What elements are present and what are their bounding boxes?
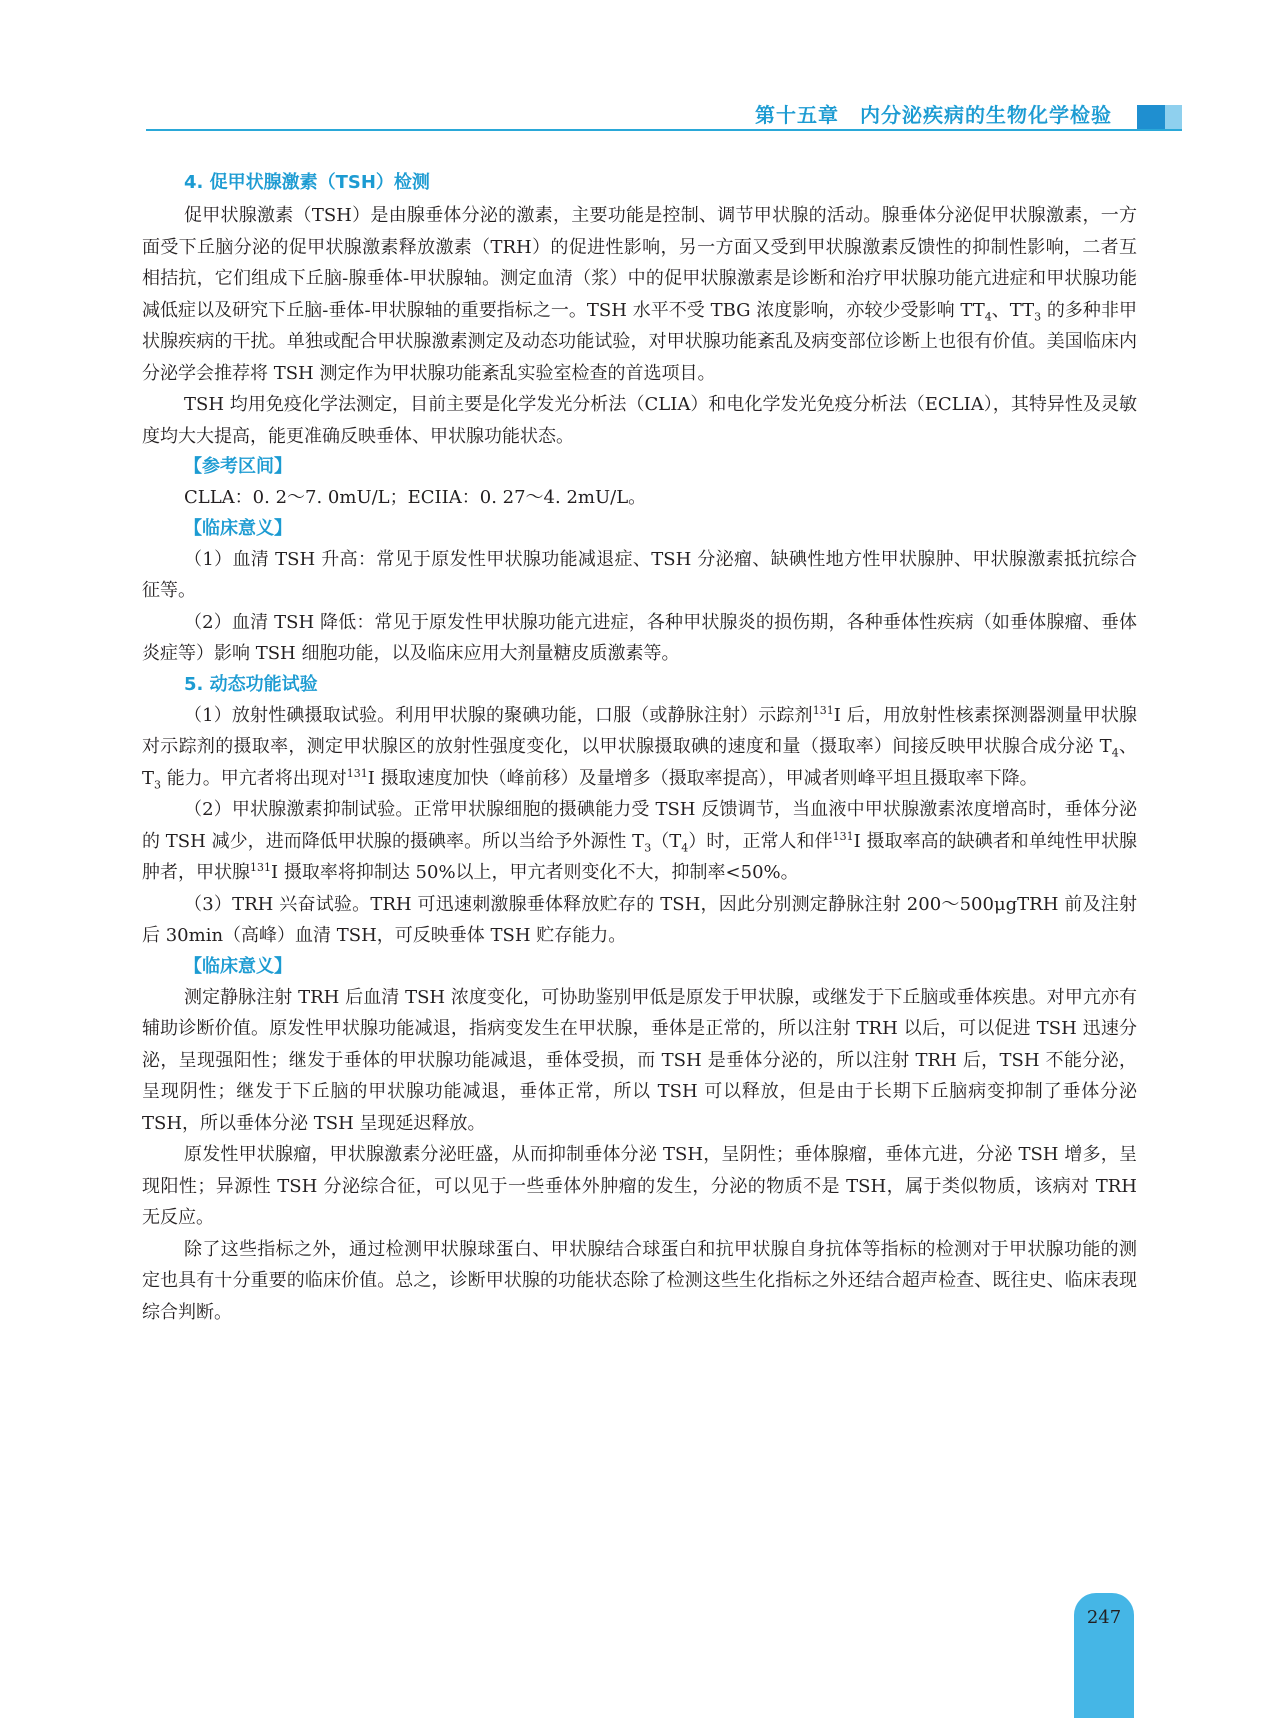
label-reference-range: 【参考区间】 — [184, 456, 292, 477]
paragraph-tsh-method: TSH 均用免疫化学法测定，目前主要是化学发光分析法（CLIA）和电化学发光免疫分析法（ECLIA），其特异性及灵敏度均大大提高，能更准确反映垂体、甲状腺功能状态。 — [142, 394, 1137, 447]
header-rule — [146, 129, 1182, 131]
clinical-item-tsh-decrease: （2）血清 TSH 降低：常见于原发性甲状腺功能亢进症，各种甲状腺炎的损伤期，各种垂体性疾病（如垂体腺瘤、垂体炎症等）影响 TSH 细胞功能，以及临床应用大剂量糖皮质激素等。 — [142, 611, 1137, 664]
clinical-item-tsh-increase: （1）血清 TSH 升高：常见于原发性甲状腺功能减退症、TSH 分泌瘤、缺碘性地方性甲状腺肿、甲状腺激素抵抗综合征等。 — [142, 548, 1137, 601]
chapter-title: 第十五章 内分泌疾病的生物化学检验 — [755, 103, 1112, 127]
page-content — [142, 168, 1137, 1328]
paragraph-tsh-intro: 促甲状腺激素（TSH）是由腺垂体分泌的激素，主要功能是控制、调节甲状腺的活动。腺垂体分泌促甲状腺激素，一方面受下丘脑分泌的促甲状腺激素释放激素（TRH）的促进性影响，另一方面又受到甲状腺激素反馈性的抑制性影响，二者互相拮抗，它们组成下丘脑-腺垂体-甲状腺轴。测定血清（浆）中的促甲状腺激素是诊断和治疗甲状腺功能亢进症和甲状腺功能减低症以及研究下丘脑-垂体-甲状腺轴的重要指标之一。TSH 水平不受 TBG 浓度影响，亦较少受影响 $TT_4$、$TT_3$ 的多种非甲状腺疾病的干扰。单独或配合甲状腺激素测定及动态功能试验，对甲状腺功能紊乱及病变部位诊断上也很有价值。美国临床内分泌学会推荐将 TSH 测定作为甲状腺功能紊乱实验室检查的首选项目。 — [142, 205, 1137, 384]
paragraph-conclusion: 除了这些指标之外，通过检测甲状腺球蛋白、甲状腺结合球蛋白和抗甲状腺自身抗体等指标的检测对于甲状腺功能的测定也具有十分重要的临床价值。总之，诊断甲状腺的功能状态除了检测这些生化指标之外还结合超声检查、既往史、临床表现综合判断。 — [142, 1238, 1137, 1323]
label-clinical-significance: 【临床意义】 — [184, 517, 292, 539]
label-clinical-significance-2: 【临床意义】 — [184, 955, 292, 977]
page-number: 247 — [1086, 1607, 1122, 1628]
paragraph-trh-interpretation: 测定静脉注射 TRH 后血清 TSH 浓度变化，可协助鉴别甲低是原发于甲状腺，或继发于下丘脑或垂体疾患。对甲亢亦有辅助诊断价值。原发性甲状腺功能减退，指病变发生在甲状腺，垂体是正常的，所以注射 TRH 以后，可以促进 TSH 迅速分泌，呈现强阳性；继发于垂体的甲状腺功能减退，垂体受损，而 TSH 是垂体分泌的，所以注射 TRH 后，TSH 不能分泌，呈现阴性；继发于下丘脑的甲状腺功能减退，垂体正常，所以 TSH 可以释放，但是由于长期下丘脑病变抑制了垂体分泌 TSH，所以垂体分泌 TSH 呈现延迟释放。 — [142, 986, 1137, 1134]
header-tab-decoration — [1137, 105, 1165, 131]
test-iodine-uptake: （1）放射性碘摄取试验。利用甲状腺的聚碘功能，口服（或静脉注射）示踪剂$^{131}$I 后，用放射性核素探测器测量甲状腺对示踪剂的摄取率，测定甲状腺区的放射性强度变化，以甲状腺摄取碘的速度和量（摄取率）间接反映甲状腺合成分泌 $T_4$、$T_3$ 能力。甲亢者将出现对$^{131}$I 摄取速度加快（峰前移）及量增多（摄取率提高），甲减者则峰平坦且摄取率下降。 — [142, 703, 1137, 792]
section-heading-dynamic-tests: 5. 动态功能试验 — [184, 673, 318, 695]
paragraph-thyroid-adenoma: 原发性甲状腺瘤，甲状腺激素分泌旺盛，从而抑制垂体分泌 TSH，呈阴性；垂体腺瘤，垂体亢进，分泌 TSH 增多，呈现阳性；异源性 TSH 分泌综合征，可以见于一些垂体外肿瘤的发生，分泌的物质不是 TSH，属于类似物质，该病对 TRH 无反应。 — [142, 1144, 1137, 1228]
section-heading-tsh: 4. 促甲状腺激素（TSH）检测 — [184, 172, 430, 193]
header-tab-decoration-light — [1165, 105, 1182, 131]
reference-range-values: CLLA：0. 2～7. 0mU/L；ECIIA：0. 27～4. 2mU/L。 — [184, 487, 647, 508]
test-trh-stimulation: （3）TRH 兴奋试验。TRH 可迅速刺激腺垂体释放贮存的 TSH，因此分别测定静脉注射 200～500μgTRH 前及注射后 30min（高峰）血清 TSH，可反映垂体 TSH 贮存能力。 — [142, 893, 1137, 946]
test-thyroid-suppression: （2）甲状腺激素抑制试验。正常甲状腺细胞的摄碘能力受 TSH 反馈调节，当血液中甲状腺激素浓度增高时，垂体分泌的 TSH 减少，进而降低甲状腺的摄碘率。所以当给予外源性 $T_3(T_4)$时，正常人和伴$^{131}$I 摄取率高的缺碘者和单纯性甲状腺肿者，甲状腺$^{131}$I 摄取率将抑制达 50%以上，甲亢者则变化不大，抑制率<50%。 — [142, 799, 1138, 883]
